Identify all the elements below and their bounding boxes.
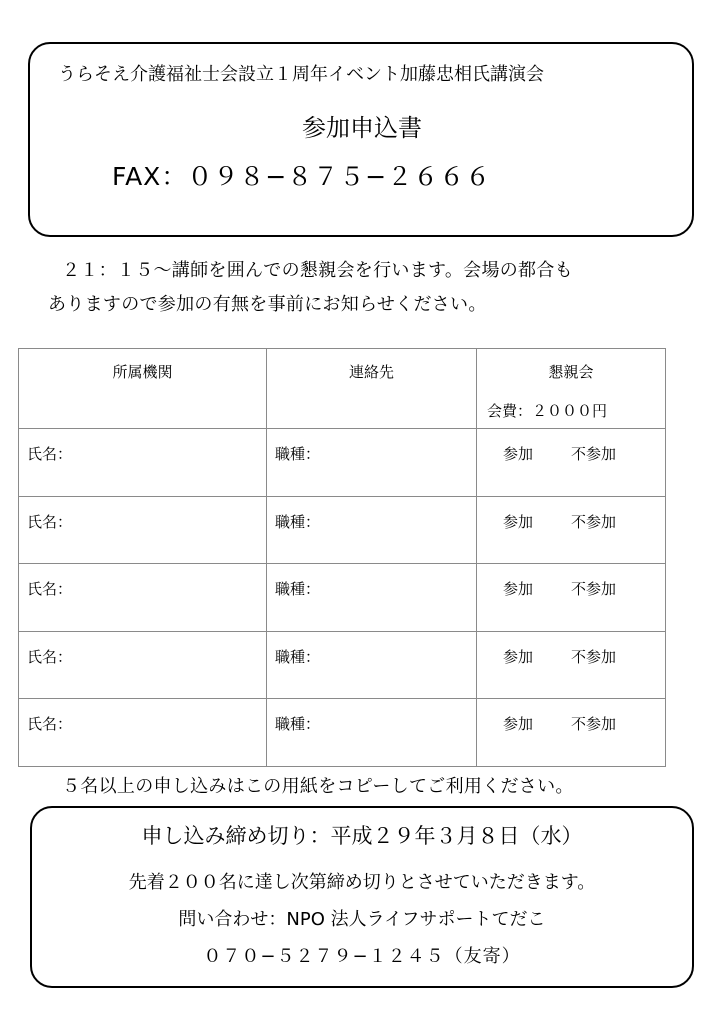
first-come-note: 先着２００名に達し次第締め切りとさせていただきます。 bbox=[128, 872, 596, 893]
job-label: 職種： bbox=[275, 512, 321, 531]
name-field[interactable] bbox=[19, 631, 267, 699]
table-row bbox=[19, 631, 666, 699]
copy-note: ５名以上の申し込みはこの用紙をコピーしてご利用ください。 bbox=[62, 776, 574, 797]
attend-option[interactable]: 参加 bbox=[503, 512, 534, 531]
table-row bbox=[19, 429, 666, 497]
absent-option[interactable]: 不参加 bbox=[571, 580, 617, 599]
contact-phone: ０７０−５２７９−１２４５（友寄） bbox=[203, 946, 521, 967]
name-field[interactable] bbox=[19, 496, 267, 564]
absent-option[interactable]: 不参加 bbox=[571, 512, 617, 531]
job-label: 職種： bbox=[275, 715, 321, 734]
table-row bbox=[19, 564, 666, 632]
name-field[interactable] bbox=[19, 564, 267, 632]
entry-table bbox=[18, 348, 666, 767]
attend-option[interactable]: 参加 bbox=[503, 445, 534, 463]
fax-number: FAX：０９８−８７５−２６６６ bbox=[112, 162, 492, 191]
table-row bbox=[19, 699, 666, 767]
attendance-cell bbox=[477, 429, 666, 497]
attendance-cell bbox=[477, 631, 666, 699]
table-row bbox=[19, 496, 666, 564]
attendance-cell bbox=[477, 564, 666, 632]
deadline-text: 申し込み締め切り：平成２９年３月８日（水） bbox=[141, 824, 583, 848]
job-field[interactable] bbox=[267, 564, 477, 632]
job-label: 職種： bbox=[275, 580, 321, 599]
header-affiliation: 所属機関 bbox=[19, 349, 267, 429]
attend-option[interactable]: 参加 bbox=[503, 580, 534, 599]
job-field[interactable] bbox=[267, 631, 477, 699]
absent-option[interactable]: 不参加 bbox=[571, 647, 617, 666]
fee-label: 会費：２０００円 bbox=[487, 402, 608, 420]
absent-option[interactable]: 不参加 bbox=[571, 445, 617, 463]
name-label: 氏名： bbox=[27, 715, 73, 734]
job-field[interactable] bbox=[267, 699, 477, 767]
attend-option[interactable]: 参加 bbox=[503, 647, 534, 666]
job-label: 職種： bbox=[275, 445, 321, 463]
name-label: 氏名： bbox=[27, 445, 73, 463]
name-label: 氏名： bbox=[27, 580, 73, 599]
job-field[interactable] bbox=[267, 496, 477, 564]
social-label: 懇親会 bbox=[548, 363, 594, 381]
job-field[interactable] bbox=[267, 429, 477, 497]
table-header-row bbox=[19, 349, 666, 429]
form-title: 参加申込書 bbox=[302, 114, 422, 142]
notice-line-1: ２１：１５〜講師を囲んでの懇親会を行います。会場の都合も bbox=[62, 260, 573, 281]
name-field[interactable] bbox=[19, 429, 267, 497]
name-label: 氏名： bbox=[27, 647, 73, 666]
name-label: 氏名： bbox=[27, 512, 73, 531]
header-contact: 連絡先 bbox=[267, 349, 477, 429]
contact-organization: 問い合わせ：NPO 法人ライフサポートてだこ bbox=[178, 909, 546, 930]
event-title: うらそえ介護福祉士会設立１周年イベント加藤忠相氏講演会 bbox=[58, 64, 544, 85]
notice-line-2: ありますので参加の有無を事前にお知らせください。 bbox=[48, 294, 487, 315]
name-field[interactable] bbox=[19, 699, 267, 767]
attend-option[interactable]: 参加 bbox=[503, 715, 534, 734]
attendance-cell bbox=[477, 496, 666, 564]
header-social bbox=[477, 349, 666, 429]
attendance-cell bbox=[477, 699, 666, 767]
absent-option[interactable]: 不参加 bbox=[571, 715, 617, 734]
job-label: 職種： bbox=[275, 647, 321, 666]
